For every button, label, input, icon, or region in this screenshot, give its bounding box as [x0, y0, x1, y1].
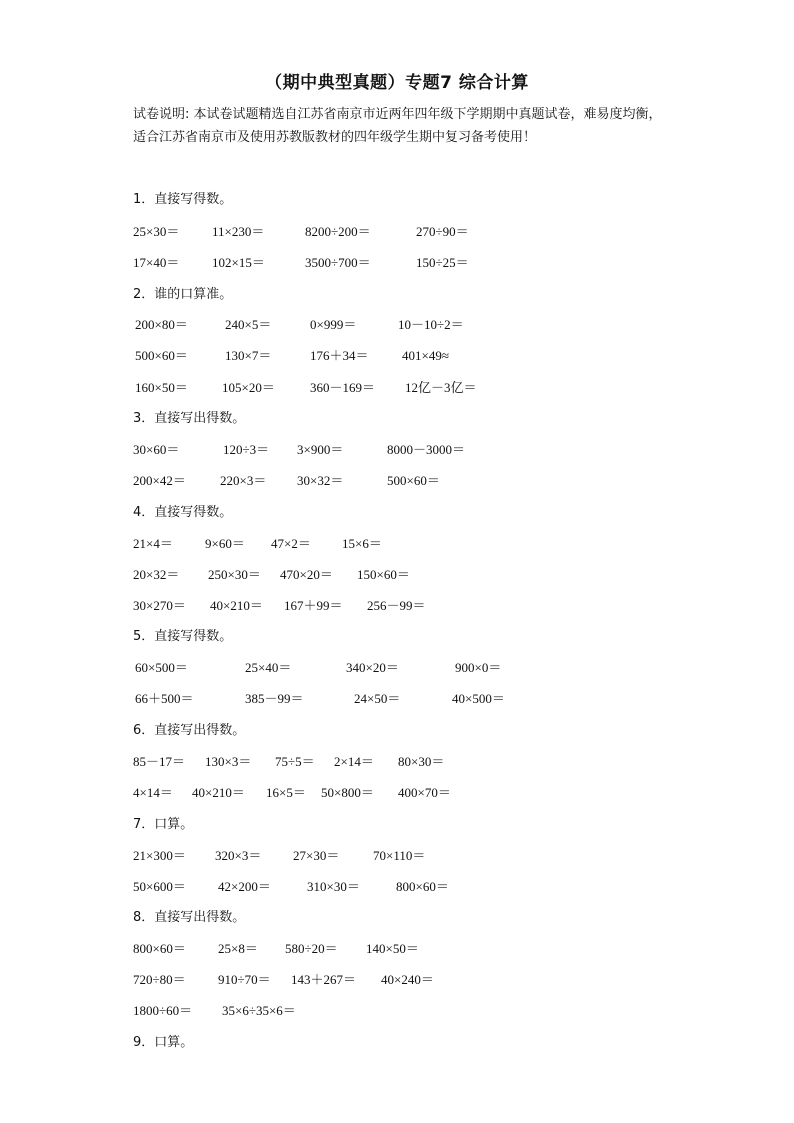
arithmetic-expression: 85－17＝	[133, 754, 186, 769]
arithmetic-expression: 50×800＝	[321, 785, 374, 800]
arithmetic-expression: 250×30＝	[208, 567, 261, 582]
expression-row	[0, 877, 794, 897]
arithmetic-expression: 21×4＝	[133, 536, 173, 551]
arithmetic-expression: 256－99＝	[367, 598, 426, 613]
question-title: 3．直接写出得数。	[133, 411, 246, 426]
test-description: 试卷说明: 本试卷试题精选自江苏省南京市近两年四年级下学期期中真题试卷，难易度均衡，适合江苏省南京市及使用苏教版教材的四年级学生期中复习备考使用！	[133, 107, 662, 145]
arithmetic-expression: 720÷80＝	[133, 972, 186, 987]
arithmetic-expression: 167＋99＝	[284, 598, 343, 613]
arithmetic-expression: 130×7＝	[225, 348, 272, 363]
arithmetic-expression: 800×60＝	[133, 941, 186, 956]
arithmetic-expression: 910÷70＝	[218, 972, 271, 987]
arithmetic-expression: 0×999＝	[310, 317, 357, 332]
arithmetic-expression: 42×200＝	[218, 879, 271, 894]
arithmetic-expression: 17×40＝	[133, 255, 180, 270]
arithmetic-expression: 200×42＝	[133, 473, 186, 488]
arithmetic-expression: 15×6＝	[342, 536, 382, 551]
arithmetic-expression: 385－99＝	[245, 691, 304, 706]
arithmetic-expression: 25×8＝	[218, 941, 258, 956]
arithmetic-expression: 2×14＝	[334, 754, 374, 769]
arithmetic-expression: 80×30＝	[398, 754, 445, 769]
expression-row	[0, 378, 794, 398]
arithmetic-expression: 500×60＝	[135, 348, 188, 363]
question-title: 9．口算。	[133, 1035, 194, 1050]
arithmetic-expression: 360－169＝	[310, 380, 376, 395]
arithmetic-expression: 9×60＝	[205, 536, 245, 551]
arithmetic-expression: 900×0＝	[455, 660, 502, 675]
arithmetic-expression: 10－10÷2＝	[398, 317, 464, 332]
expression-row	[0, 658, 794, 678]
arithmetic-expression: 102×15＝	[212, 255, 265, 270]
arithmetic-expression: 24×50＝	[354, 691, 401, 706]
arithmetic-expression: 240×5＝	[225, 317, 272, 332]
arithmetic-expression: 3×900＝	[297, 442, 344, 457]
arithmetic-expression: 400×70＝	[398, 785, 451, 800]
arithmetic-expression: 8000－3000＝	[387, 442, 466, 457]
arithmetic-expression: 270÷90＝	[416, 224, 469, 239]
expression-row	[0, 970, 794, 990]
arithmetic-expression: 800×60＝	[396, 879, 449, 894]
arithmetic-expression: 220×3＝	[220, 473, 267, 488]
arithmetic-expression: 60×500＝	[135, 660, 188, 675]
expression-row	[0, 846, 794, 866]
arithmetic-expression: 320×3＝	[215, 848, 262, 863]
arithmetic-expression: 8200÷200＝	[305, 224, 371, 239]
arithmetic-expression: 27×30＝	[293, 848, 340, 863]
arithmetic-expression: 35×6÷35×6＝	[222, 1003, 296, 1018]
arithmetic-expression: 143＋267＝	[291, 972, 357, 987]
expression-row	[0, 534, 794, 554]
arithmetic-expression: 130×3＝	[205, 754, 252, 769]
expression-row	[0, 783, 794, 803]
expression-row	[0, 596, 794, 616]
arithmetic-expression: 70×110＝	[373, 848, 426, 863]
expression-row	[0, 222, 794, 242]
arithmetic-expression: 40×210＝	[210, 598, 263, 613]
arithmetic-expression: 150×60＝	[357, 567, 410, 582]
arithmetic-expression: 310×30＝	[307, 879, 360, 894]
question-title: 2．谁的口算准。	[133, 287, 233, 302]
arithmetic-expression: 25×40＝	[245, 660, 292, 675]
arithmetic-expression: 1800÷60＝	[133, 1003, 193, 1018]
question-title: 7．口算。	[133, 817, 194, 832]
page-title: （期中典型真题）专题7 综合计算	[265, 73, 529, 93]
question-title: 1．直接写得数。	[133, 192, 233, 207]
arithmetic-expression: 25×30＝	[133, 224, 180, 239]
arithmetic-expression: 20×32＝	[133, 567, 180, 582]
arithmetic-expression: 105×20＝	[222, 380, 275, 395]
arithmetic-expression: 580÷20＝	[285, 941, 338, 956]
expression-row	[0, 939, 794, 959]
question-title: 6．直接写出得数。	[133, 723, 246, 738]
expression-row	[0, 1001, 794, 1021]
arithmetic-expression: 150÷25＝	[416, 255, 469, 270]
arithmetic-expression: 21×300＝	[133, 848, 186, 863]
expression-row	[0, 689, 794, 709]
arithmetic-expression: 40×210＝	[192, 785, 245, 800]
question-title: 4．直接写得数。	[133, 505, 233, 520]
expression-row	[0, 440, 794, 460]
expression-row	[0, 752, 794, 772]
arithmetic-expression: 66＋500＝	[135, 691, 194, 706]
arithmetic-expression: 50×600＝	[133, 879, 186, 894]
arithmetic-expression: 40×240＝	[381, 972, 434, 987]
arithmetic-expression: 120÷3＝	[223, 442, 270, 457]
expression-row	[0, 565, 794, 585]
arithmetic-expression: 30×60＝	[133, 442, 180, 457]
arithmetic-expression: 470×20＝	[280, 567, 333, 582]
arithmetic-expression: 340×20＝	[346, 660, 399, 675]
expression-row	[0, 346, 794, 366]
arithmetic-expression: 176＋34＝	[310, 348, 369, 363]
question-title: 5．直接写得数。	[133, 629, 233, 644]
arithmetic-expression: 3500÷700＝	[305, 255, 371, 270]
arithmetic-expression: 401×49≈	[402, 348, 449, 363]
arithmetic-expression: 47×2＝	[271, 536, 311, 551]
arithmetic-expression: 11×230＝	[212, 224, 265, 239]
arithmetic-expression: 12亿－3亿＝	[405, 380, 477, 395]
arithmetic-expression: 140×50＝	[366, 941, 419, 956]
expression-row	[0, 315, 794, 335]
arithmetic-expression: 75÷5＝	[275, 754, 315, 769]
arithmetic-expression: 40×500＝	[452, 691, 505, 706]
question-title: 8．直接写出得数。	[133, 910, 246, 925]
arithmetic-expression: 30×270＝	[133, 598, 186, 613]
arithmetic-expression: 4×14＝	[133, 785, 173, 800]
arithmetic-expression: 160×50＝	[135, 380, 188, 395]
arithmetic-expression: 16×5＝	[266, 785, 306, 800]
arithmetic-expression: 30×32＝	[297, 473, 344, 488]
expression-row	[0, 471, 794, 491]
arithmetic-expression: 200×80＝	[135, 317, 188, 332]
expression-row	[0, 253, 794, 273]
arithmetic-expression: 500×60＝	[387, 473, 440, 488]
